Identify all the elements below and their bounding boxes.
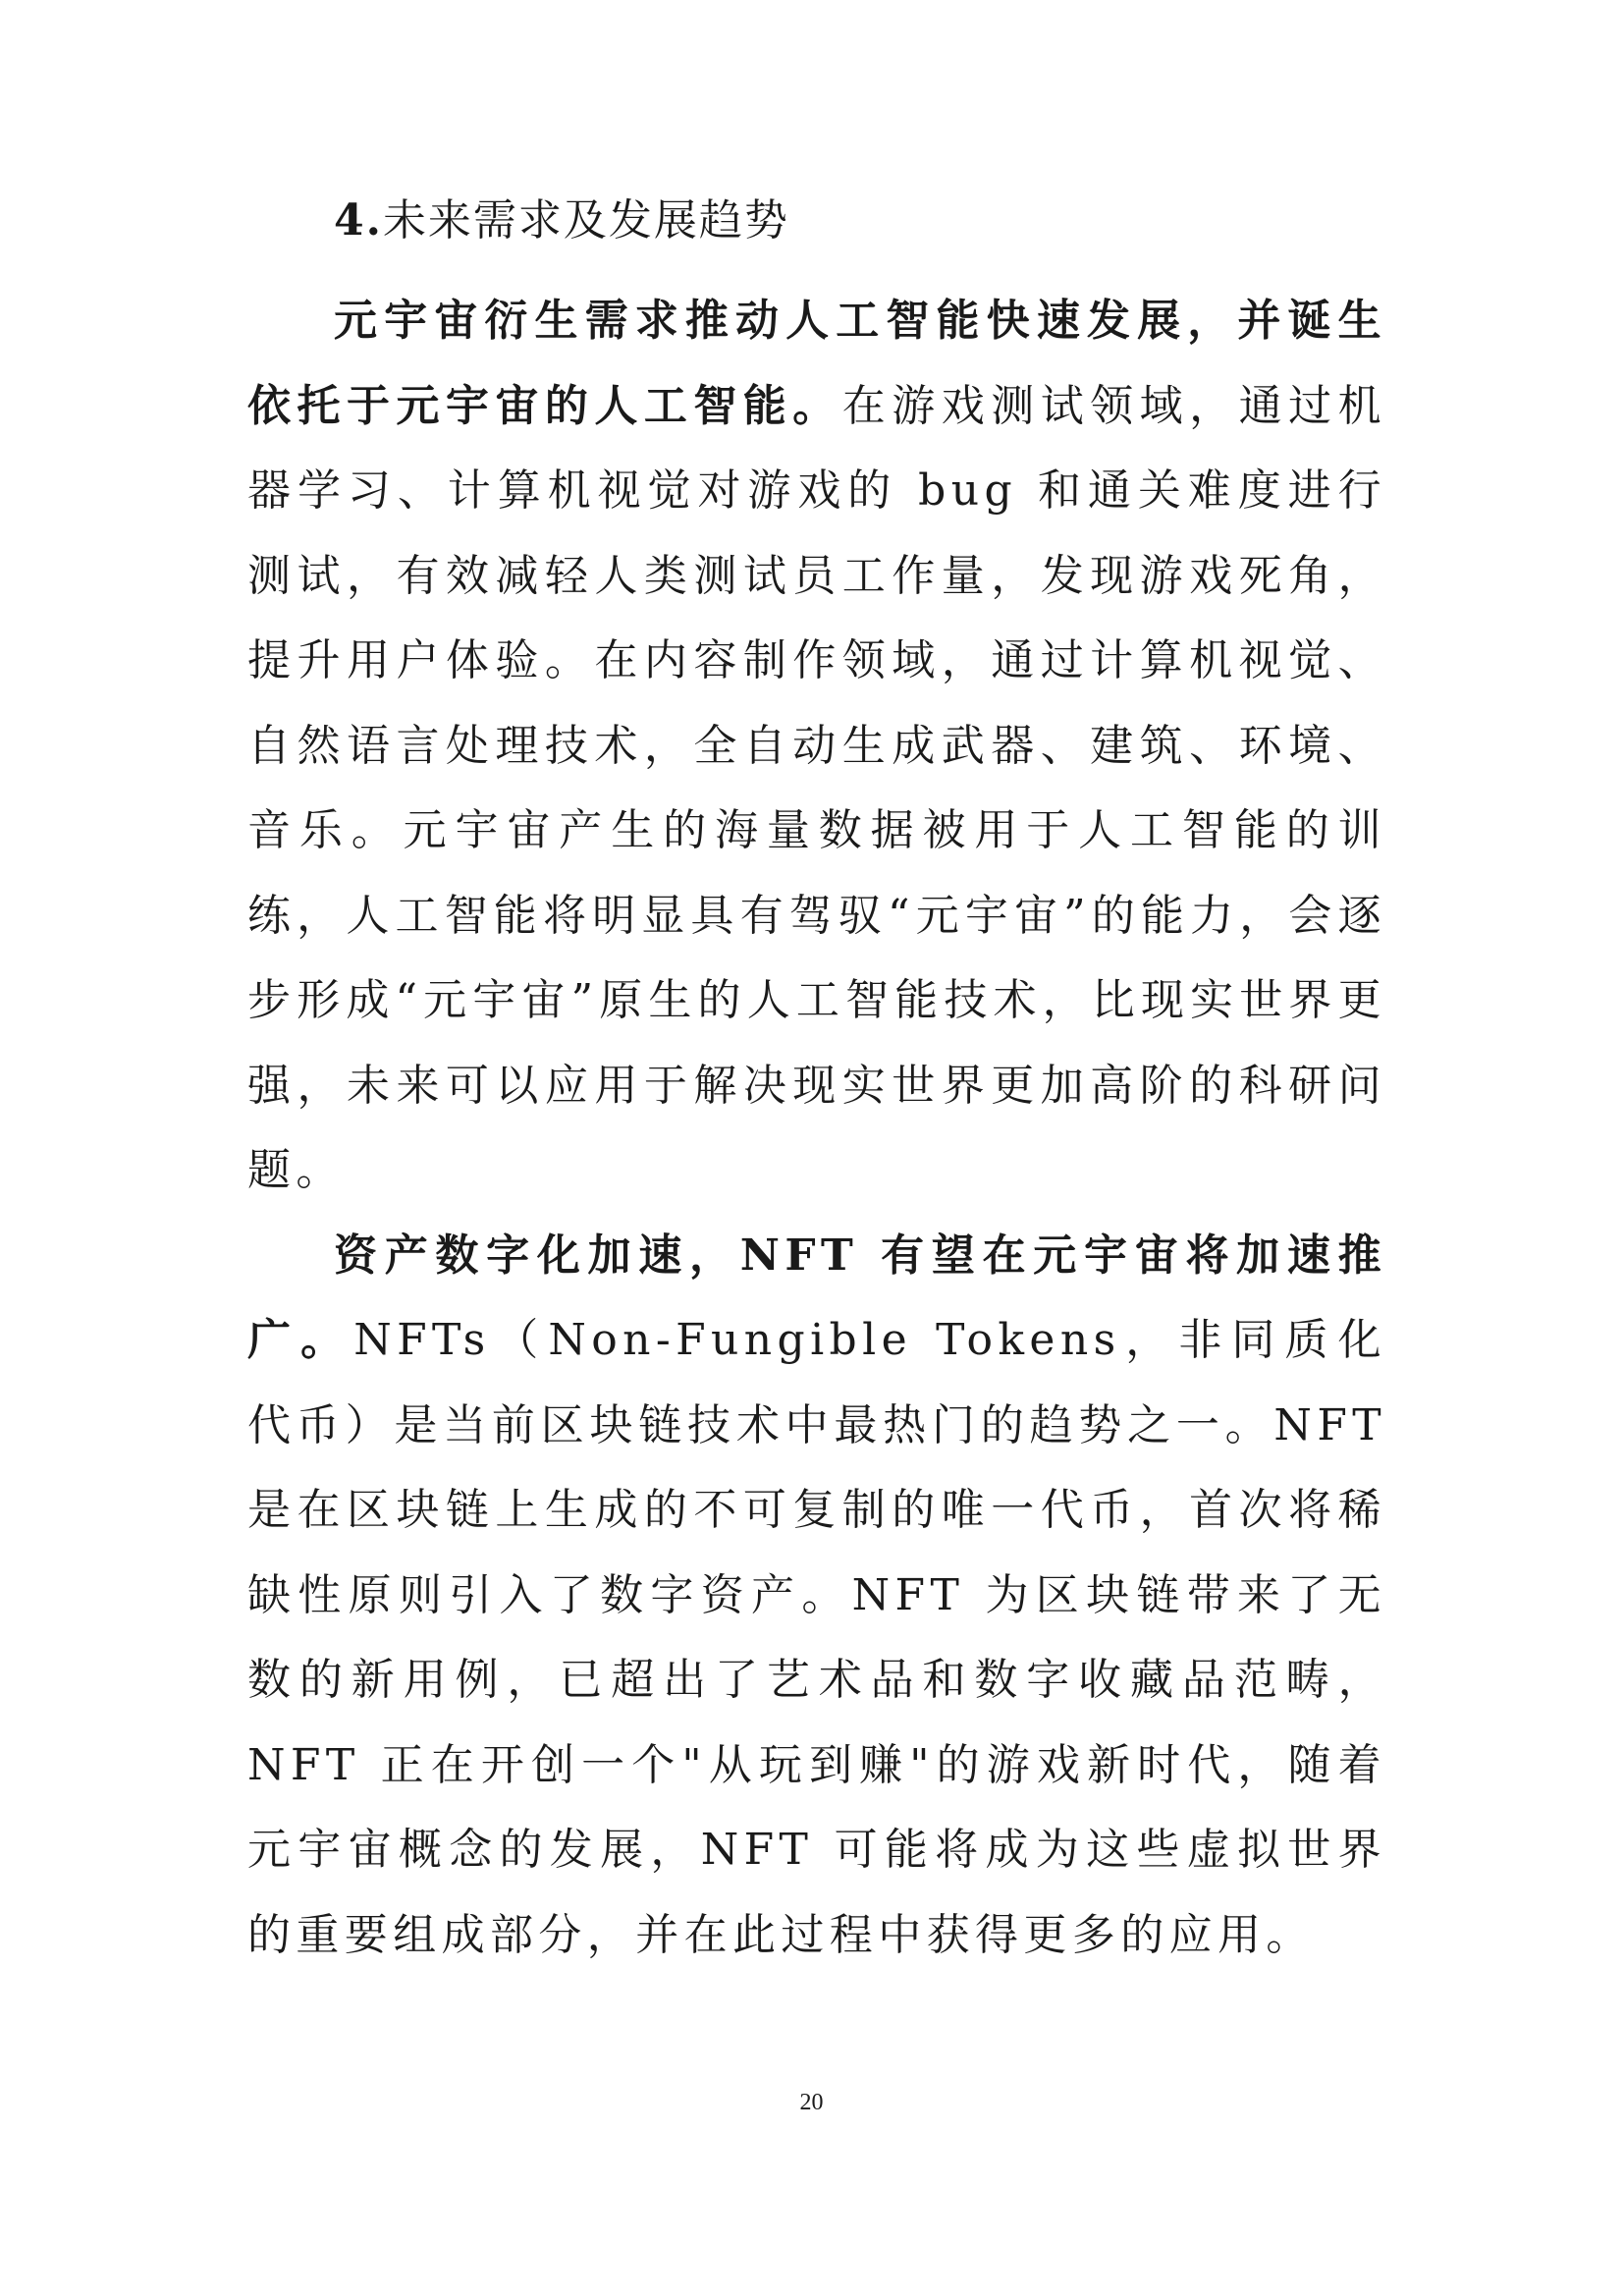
section-number: 4. <box>334 195 383 246</box>
section-heading <box>247 192 1386 249</box>
paragraph-nft-body: NFTs（Non-Fungible Tokens，非同质化代币）是当前区块链技术中最热门的趋势之一。NFT 是在区块链上生成的不可复制的唯一代币，首次将稀缺性原则引入了数字资产。NFT 为区块链带来了无数的新用例，已超出了艺术品和数字收藏品范畴，NFT 正在开创一个"从玩到赚"的游戏新时代，随着元宇宙概念的发展，NFT 可能将成为这些虚拟世界的重要组成部分，并在此过程中获得更多的应用。 <box>247 1315 1386 1960</box>
paragraph-ai <box>247 279 1386 1214</box>
paragraph-nft-lead: 资产数字化加速，NFT 有望在元宇宙将加速推广。 <box>247 1230 1386 1365</box>
paragraph-ai-lead: 元宇宙衍生需求推动人工智能快速发展，并诞生依托于元宇宙的人工智能。 <box>247 296 1386 431</box>
paragraph-ai-body: 在游戏测试领域，通过机器学习、计算机视觉对游戏的 bug 和通关难度进行测试，有效减轻人类测试员工作量，发现游戏死角，提升用户体验。在内容制作领域，通过计算机视觉、自然语言处理技术，全自动生成武器、建筑、环境、音乐。元宇宙产生的海量数据被用于人工智能的训练，人工智能将明显具有驾驭“元宇宙”的能力，会逐步形成“元宇宙”原生的人工智能技术，比现实世界更强，未来可以应用于解决现实世界更加高阶的科研问题。 <box>247 380 1386 1195</box>
page-content <box>247 192 1386 1978</box>
page-number: 20 <box>799 2090 824 2115</box>
section-title: 未来需求及发展趋势 <box>382 195 789 246</box>
paragraph-nft <box>247 1214 1386 1979</box>
